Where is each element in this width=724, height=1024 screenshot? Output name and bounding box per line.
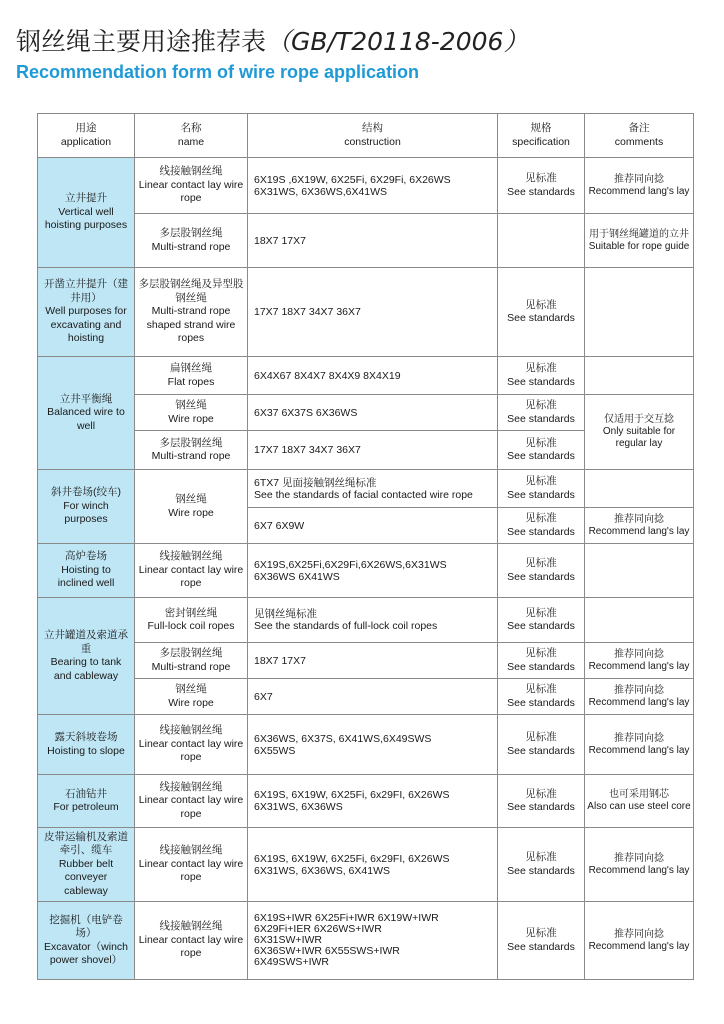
spec-cell: 见标准 See standards (498, 508, 585, 544)
page-subtitle: Recommendation form of wire rope application (16, 62, 420, 82)
name-cell: 线接触钢丝绳 Linear contact lay wire rope (135, 158, 248, 214)
spec-cell (498, 214, 585, 268)
table-row (38, 679, 694, 715)
table-row (38, 775, 694, 828)
header-specification: 规格 specification (498, 114, 585, 158)
table-row (38, 598, 694, 643)
name-cell: 线接触钢丝绳 Linear contact lay wire rope (135, 902, 248, 980)
name-cell: 扁钢丝绳 Flat ropes (135, 357, 248, 395)
header-comments: 备注 comments (585, 114, 694, 158)
spec-cell: 见标准 See standards (498, 470, 585, 508)
page-title-cn: 钢丝绳主要用途推荐表 (16, 27, 267, 56)
table-row (38, 214, 694, 268)
construction-cell: 18X7 17X7 (248, 643, 498, 679)
construction-cell: 6X19S ,6X19W, 6X25Fi, 6X29Fi, 6X26WS 6X31WS, 6X36WS,6X41WS (248, 158, 498, 214)
name-cell: 多层股钢丝绳 Multi-strand rope (135, 643, 248, 679)
construction-cell: 6X19S, 6X19W, 6X25Fi, 6x29FI, 6X26WS 6X31WS, 6X36WS (248, 775, 498, 828)
comment-cell: 推荐同向捻 Recommend lang's lay (585, 679, 694, 715)
comment-cell: 仅适用于交互捻 Only suitable for regular lay (585, 395, 694, 470)
table-row (38, 470, 694, 508)
application-cell: 挖掘机（电铲卷场） Excavator（winch power shovel） (38, 902, 135, 980)
recommendation-table (37, 113, 694, 980)
comment-cell: 也可采用钢芯 Also can use steel core (585, 775, 694, 828)
application-cell: 斜井卷场(绞车) For winch purposes (38, 470, 135, 544)
construction-cell: 6TX7 见面接触钢丝绳标准 See the standards of facial contacted wire rope (248, 470, 498, 508)
construction-cell: 6X36WS, 6X37S, 6X41WS,6X49SWS 6X55WS (248, 715, 498, 775)
spec-cell: 见标准 See standards (498, 357, 585, 395)
construction-cell: 6X37 6X37S 6X36WS (248, 395, 498, 431)
comment-cell: 推荐同向捻 Recommend lang's lay (585, 715, 694, 775)
name-cell: 多层股钢丝绳 Multi-strand rope (135, 431, 248, 470)
construction-cell: 17X7 18X7 34X7 36X7 (248, 431, 498, 470)
comment-cell (585, 268, 694, 357)
name-cell: 多层股钢丝绳及异型股钢丝绳 Multi-strand rope shaped strand wire ropes (135, 268, 248, 357)
table-row (38, 828, 694, 902)
spec-cell: 见标准 See standards (498, 679, 585, 715)
name-cell: 线接触钢丝绳 Linear contact lay wire rope (135, 544, 248, 598)
spec-cell: 见标准 See standards (498, 395, 585, 431)
spec-cell: 见标准 See standards (498, 902, 585, 980)
name-cell: 钢丝绳 Wire rope (135, 395, 248, 431)
comment-cell: 推荐同向捻 Recommend lang's lay (585, 508, 694, 544)
spec-cell: 见标准 See standards (498, 158, 585, 214)
page-title (16, 22, 528, 58)
header-name: 名称 name (135, 114, 248, 158)
spec-cell: 见标准 See standards (498, 775, 585, 828)
comment-cell: 推荐同向捻 Recommend lang's lay (585, 902, 694, 980)
construction-cell: 6X19S,6X25Fi,6X29Fi,6X26WS,6X31WS 6X36WS 6X41WS (248, 544, 498, 598)
comment-cell (585, 544, 694, 598)
application-cell: 开凿立井提升（建井用） Well purposes for excavating and hoisting (38, 268, 135, 357)
application-cell: 立井平衡绳 Balanced wire to well (38, 357, 135, 470)
table-row (38, 715, 694, 775)
construction-cell: 18X7 17X7 (248, 214, 498, 268)
construction-cell: 6X19S+IWR 6X25Fi+IWR 6X19W+IWR 6X29Fi+IER 6X26WS+IWR 6X31SW+IWR 6X36SW+IWR 6X55SWS+IWR 6X49SWS+IWR (248, 902, 498, 980)
application-cell: 石油钻井 For petroleum (38, 775, 135, 828)
table-row (38, 643, 694, 679)
spec-cell: 见标准 See standards (498, 715, 585, 775)
comment-cell (585, 598, 694, 643)
application-cell: 立井罐道及索道承重 Bearing to tank and cableway (38, 598, 135, 715)
spec-cell: 见标准 See standards (498, 544, 585, 598)
construction-cell: 6X4X67 8X4X7 8X4X9 8X4X19 (248, 357, 498, 395)
comment-cell: 用于钢丝绳罐道的立井 Suitable for rope guide (585, 214, 694, 268)
table-row (38, 544, 694, 598)
page-title-standard: （GB/T20118-2006） (266, 27, 529, 56)
comment-cell: 推荐同向捻 Recommend lang's lay (585, 158, 694, 214)
name-cell: 线接触钢丝绳 Linear contact lay wire rope (135, 715, 248, 775)
header-construction: 结构 construction (248, 114, 498, 158)
construction-cell: 17X7 18X7 34X7 36X7 (248, 268, 498, 357)
construction-cell: 6X7 (248, 679, 498, 715)
application-cell: 立井提升 Vertical well hoisting purposes (38, 158, 135, 268)
construction-cell: 6X7 6X9W (248, 508, 498, 544)
table-row (38, 268, 694, 357)
application-cell: 高炉卷场 Hoisting to inclined well (38, 544, 135, 598)
table-row (38, 158, 694, 214)
comment-cell: 推荐同向捻 Recommend lang's lay (585, 643, 694, 679)
table-row (38, 902, 694, 980)
construction-cell: 见钢丝绳标准 See the standards of full-lock coil ropes (248, 598, 498, 643)
name-cell: 多层股钢丝绳 Multi-strand rope (135, 214, 248, 268)
application-cell: 皮带运输机及索道牵引、缆车 Rubber belt conveyer cableway (38, 828, 135, 902)
comment-cell (585, 357, 694, 395)
header-row (38, 114, 694, 158)
table-row (38, 395, 694, 431)
name-cell: 钢丝绳 Wire rope (135, 470, 248, 544)
header-application: 用途 application (38, 114, 135, 158)
spec-cell: 见标准 See standards (498, 431, 585, 470)
comment-cell (585, 470, 694, 508)
name-cell: 密封钢丝绳 Full-lock coil ropes (135, 598, 248, 643)
construction-cell: 6X19S, 6X19W, 6X25Fi, 6x29FI, 6X26WS 6X31WS, 6X36WS, 6X41WS (248, 828, 498, 902)
table-row (38, 357, 694, 395)
spec-cell: 见标准 See standards (498, 598, 585, 643)
spec-cell: 见标准 See standards (498, 643, 585, 679)
name-cell: 线接触钢丝绳 Linear contact lay wire rope (135, 775, 248, 828)
name-cell: 线接触钢丝绳 Linear contact lay wire rope (135, 828, 248, 902)
comment-cell: 推荐同向捻 Recommend lang's lay (585, 828, 694, 902)
spec-cell: 见标准 See standards (498, 828, 585, 902)
name-cell: 钢丝绳 Wire rope (135, 679, 248, 715)
spec-cell: 见标准 See standards (498, 268, 585, 357)
application-cell: 露天斜坡卷场 Hoisting to slope (38, 715, 135, 775)
